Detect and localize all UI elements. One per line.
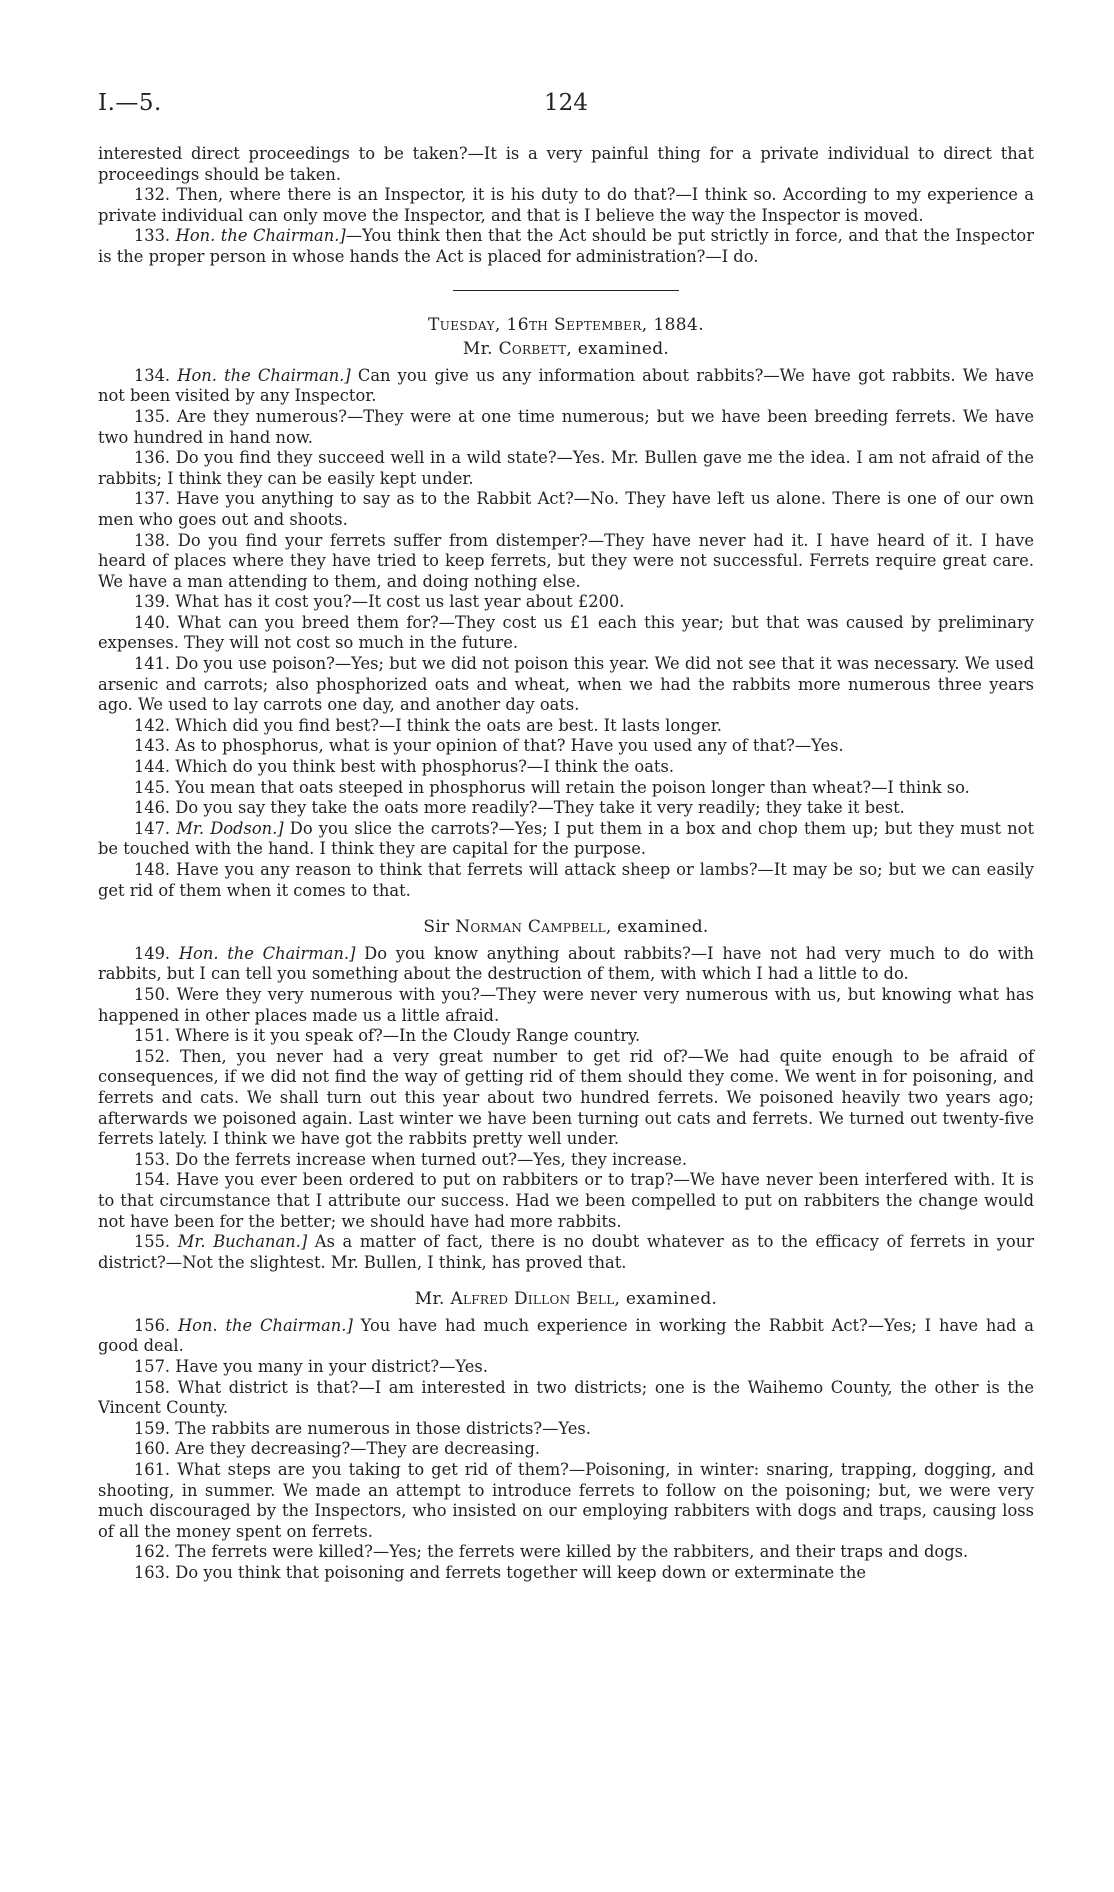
paragraph: 135. Are they numerous?—They were at one time numerous; but we have been breeding ferrets. We have two hundred in hand now. xyxy=(98,406,1034,447)
paragraph: 145. You mean that oats steeped in phosphorus will retain the poison longer than wheat?—I think so. xyxy=(133,777,970,797)
spacer xyxy=(98,901,1034,917)
speaker: Hon. the Chairman.] xyxy=(175,226,346,246)
speaker: Hon. the Chairman.] xyxy=(177,1315,353,1335)
page-number: 124 xyxy=(544,90,588,116)
section-divider xyxy=(453,290,679,291)
paragraph: 158. What district is that?—I am interested in two districts; one is the Waihemo County, the other is the Vincent County. xyxy=(98,1377,1034,1418)
witness-heading xyxy=(98,917,1034,938)
paragraph: 144. Which do you think best with phosphorus?—I think the oats. xyxy=(133,757,674,777)
paragraph: 151. Where is it you speak of?—In the Cloudy Range country. xyxy=(133,1026,641,1046)
paragraph: 152. Then, you never had a very great number to get rid of?—We had quite enough to be afraid of consequences, if we did not find the way of getting rid of them should they come. We went in for poisoning, and ferrets and cats. We shall turn out this year about two hundred ferrets. We poisoned heavily two years ago; afterwards we poisoned again. Last winter we have been turning out cats and ferrets. We turned out twenty-five ferrets lately. I think we have got the rabbits pretty well under. xyxy=(98,1046,1034,1149)
paragraph: 148. Have you any reason to think that ferrets will attack sheep or lambs?—It may be so; but we can easily get rid of them when it comes to that. xyxy=(98,860,1034,900)
paragraph: 153. Do the ferrets increase when turned out?—Yes, they increase. xyxy=(133,1149,688,1169)
paragraph xyxy=(98,819,1034,860)
paragraph-text: Do you slice the carrots?—Yes; I put them in a box and chop them up; but they must not be touched with the hand. I think they are capital for the purpose. xyxy=(98,818,1034,859)
document-reference: I.—5. xyxy=(98,90,162,116)
witness-suffix: , examined. xyxy=(566,339,670,360)
paragraph: 146. Do you say they take the oats more readily?—They take it very readily; they take it best. xyxy=(133,798,905,818)
spacer xyxy=(98,1273,1034,1289)
witness-heading xyxy=(98,339,1034,360)
speaker: Mr. Dodson.] xyxy=(176,818,284,838)
paragraph-text: Do you know anything about rabbits?—I have not had very much to do with rabbits, but I can tell you something about the destruction of them, with which I had a little to do. xyxy=(98,943,1034,984)
paragraph xyxy=(98,1316,1034,1357)
paragraph-text: As a matter of fact, there is no doubt whatever as to the efficacy of ferrets in your district?—Not the slightest. Mr. Bullen, I think, has proved that. xyxy=(98,1232,1034,1272)
witness-title: Mr. xyxy=(414,1289,445,1310)
question-number: 149. xyxy=(133,943,171,963)
paragraph: 140. What can you breed them for?—They cost us £1 each this year; but that was caused by preliminary expenses. They will not cost so much in the future. xyxy=(98,612,1034,653)
paragraph xyxy=(98,944,1034,985)
page-header xyxy=(98,90,1034,130)
witness-heading xyxy=(98,1289,1034,1310)
speaker: Hon. the Chairman.] xyxy=(178,943,356,963)
witness-suffix: , examined. xyxy=(605,917,709,938)
paragraph: interested direct proceedings to be taken?—It is a very painful thing for a private individual to direct that proceedings should be taken. xyxy=(98,144,1034,184)
paragraph xyxy=(98,1232,1034,1273)
session-date: Tuesday, 16th September, 1884. xyxy=(427,314,705,335)
paragraph: 154. Have you ever been ordered to put on rabbiters or to trap?—We have never been interfered with. It is to that circumstance that I attribute our success. Had we been compelled to put on rabbiters the change would not have been for the better; we should have had more rabbits. xyxy=(98,1170,1034,1231)
paragraph xyxy=(98,226,1034,267)
witness-name: Alfred Dillon Bell xyxy=(450,1289,615,1310)
paragraph: 136. Do you find they succeed well in a wild state?—Yes. Mr. Bullen gave me the idea. I am not afraid of the rabbits; I think they can be easily kept under. xyxy=(98,448,1034,488)
paragraph: 161. What steps are you taking to get rid of them?—Poisoning, in winter: snaring, trapping, dogging, and shooting, in summer. We made an attempt to introduce ferrets to follow on the poisoning; but, we were very much discouraged by the Inspectors, who insisted on our employing rabbiters with dogs and traps, causing loss of all the money spent on ferrets. xyxy=(98,1460,1034,1541)
paragraph: 141. Do you use poison?—Yes; but we did not poison this year. We did not see that it was necessary. We used arsenic and carrots; also phosphorized oats and wheat, when we had the rabbits more numerous three years ago. We used to lay carrots one day, and another day oats. xyxy=(98,654,1034,715)
paragraph: 143. As to phosphorus, what is your opinion of that? Have you used any of that?—Yes. xyxy=(133,736,844,756)
witness-title: Mr. xyxy=(462,339,493,360)
paragraph: 159. The rabbits are numerous in those districts?—Yes. xyxy=(133,1418,591,1438)
paragraph: 157. Have you many in your district?—Yes. xyxy=(133,1357,488,1377)
paragraph: 138. Do you find your ferrets suffer from distemper?—They have never had it. I have heard of it. I have heard of places where they have tried to keep ferrets, but they were not successful. Ferrets require great care. We have a man attending to them, and doing nothing else. xyxy=(98,530,1034,591)
speaker: Hon. the Chairman.] xyxy=(177,365,351,385)
paragraph: 150. Were they very numerous with you?—They were never very numerous with us, but knowing what has happened in other places made us a little afraid. xyxy=(98,984,1034,1025)
paragraph: 132. Then, where there is an Inspector, it is his duty to do that?—I think so. According to my experience a private individual can only move the Inspector, and that is I believe the way the Inspector is moved. xyxy=(98,185,1034,225)
paragraph-text: —You think then that the Act should be put strictly in force, and that the Inspector is the proper person in whose hands the Act is placed for administration?—I do. xyxy=(98,226,1034,266)
question-number: 156. xyxy=(133,1315,171,1335)
speaker: Mr. Buchanan.] xyxy=(177,1232,308,1252)
paragraph: 163. Do you think that poisoning and ferrets together will keep down or exterminate the xyxy=(133,1563,866,1582)
paragraph-text: You have had much experience in working the Rabbit Act?—Yes; I have had a good deal. xyxy=(98,1315,1034,1356)
witness-name: Norman Campbell xyxy=(455,917,606,938)
paragraph: 160. Are they decreasing?—They are decreasing. xyxy=(133,1439,541,1459)
witness-name: Corbett xyxy=(498,339,567,360)
paragraph: 142. Which did you find best?—I think the oats are best. It lasts longer. xyxy=(133,715,722,735)
page-body xyxy=(98,144,1034,1584)
question-number: 155. xyxy=(133,1232,171,1252)
witness-title: Sir xyxy=(423,917,450,938)
question-number: 133. xyxy=(133,226,171,246)
paragraph xyxy=(98,366,1034,407)
question-number: 147. xyxy=(133,818,171,838)
witness-suffix: , examined. xyxy=(614,1289,718,1310)
question-number: 134. xyxy=(133,365,171,385)
paragraph: 137. Have you anything to say as to the Rabbit Act?—No. They have left us alone. There is one of our own men who goes out and shoots. xyxy=(98,489,1034,529)
paragraph-text: Can you give us any information about rabbits?—We have got rabbits. We have not been visited by any Inspector. xyxy=(98,365,1034,406)
paragraph: 162. The ferrets were killed?—Yes; the ferrets were killed by the rabbiters, and their traps and dogs. xyxy=(133,1542,969,1562)
paragraph: 139. What has it cost you?—It cost us last year about £200. xyxy=(133,592,625,612)
